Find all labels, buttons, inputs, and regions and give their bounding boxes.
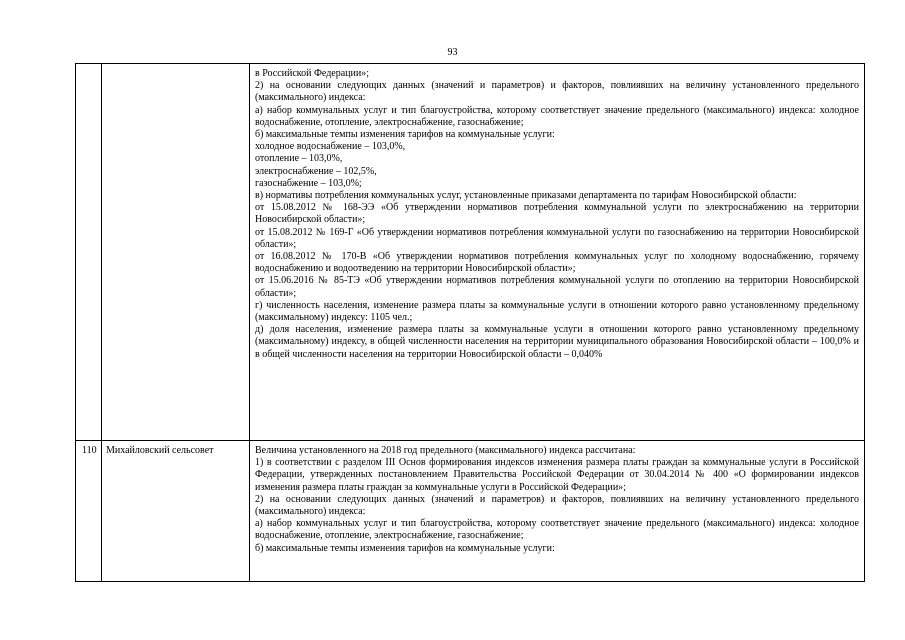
text-line: от 15.08.2012 № 169-Г «Об утверждении нормативов потребления коммунальной услуги по газоснабжению на территории Новосибирской области»; (255, 226, 859, 250)
municipality-name-cell: Михайловский сельсовет (102, 441, 250, 582)
text-line: от 15.08.2012 № 168-ЭЭ «Об утверждении нормативов потребления коммунальной услуги по электроснабжению на территории Новосибирской области»; (255, 202, 859, 226)
text-line: газоснабжение – 103,0%; (255, 177, 362, 189)
text-line: Величина установленного на 2018 год предельного (максимального) индекса рассчитана: (255, 445, 636, 456)
text-line: электроснабжение – 102,5%, (255, 165, 377, 177)
index-table (75, 63, 865, 582)
table-row (76, 441, 865, 582)
text-line: от 16.08.2012 № 170-В «Об утверждении нормативов потребления коммунальных услуг по холодному водоснабжению, горячему водоснабжению и водоотведению на территории Новосибирской области»; (255, 251, 859, 275)
text-line: 2) на основании следующих данных (значений и параметров) и факторов, повлиявших на величину установленного предельного (максимального) индекса: (255, 80, 859, 104)
text-line: от 15.06.2016 № 85-ТЭ «Об утверждении нормативов потребления коммунальной услуги по отоплению на территории Новосибирской области»; (255, 275, 859, 299)
description-cell (250, 441, 865, 582)
text-line: б) максимальные темпы изменения тарифов на коммунальные услуги: (255, 542, 555, 554)
text-line: в) нормативы потребления коммунальных услуг, установленные приказами департамента по тарифам Новосибирской области: (255, 190, 797, 202)
description-cell (250, 64, 865, 441)
text-line: в Российской Федерации»; (255, 68, 370, 79)
row-number-cell (76, 64, 102, 441)
text-line: холодное водоснабжение – 103,0%, (255, 141, 406, 153)
page-number: 93 (447, 47, 458, 58)
text-line: отопление – 103,0%, (255, 153, 343, 165)
row-number-cell: 110 (76, 441, 102, 582)
text-line: 1) в соответствии с разделом III Основ формирования индексов изменения размера платы граждан за коммунальные услуги в Российской Федерации, утвержденных постановлением Правительства Российской Федерации от 30.04.2014 № 400 «О формировании индексов изменения размера платы граждан за коммунальные услуги в Российской Федерации»; (255, 457, 859, 493)
text-line: б) максимальные темпы изменения тарифов на коммунальные услуги: (255, 129, 555, 141)
text-line: а) набор коммунальных услуг и тип благоустройства, которому соответствует значение предельного (максимального) индекса: холодное водоснабжение, отопление, электроснабжение, газоснабжение; (255, 518, 859, 542)
text-line: а) набор коммунальных услуг и тип благоустройства, которому соответствует значение предельного (максимального) индекса: холодное водоснабжение, отопление, электроснабжение, газоснабжение; (255, 104, 859, 128)
text-line: г) численность населения, изменение размера платы за коммунальные услуги в отношении которого равно установленному предельному (максимальному) индексу: 1105 чел.; (255, 299, 859, 324)
text-line: д) доля населения, изменение размера платы за коммунальные услуги в отношении которого равно установленному предельному (максимальному) индексу, в общей численности населения на территории муниципального образования Новосибирской области – 100,0% и в общей численности населения на территории Новосибирской области – 0,040% (255, 324, 859, 360)
municipality-name-cell (102, 64, 250, 441)
table-row (76, 64, 865, 441)
text-line: 2) на основании следующих данных (значений и параметров) и факторов, повлиявших на величину установленного предельного (максимального) индекса: (255, 493, 859, 518)
